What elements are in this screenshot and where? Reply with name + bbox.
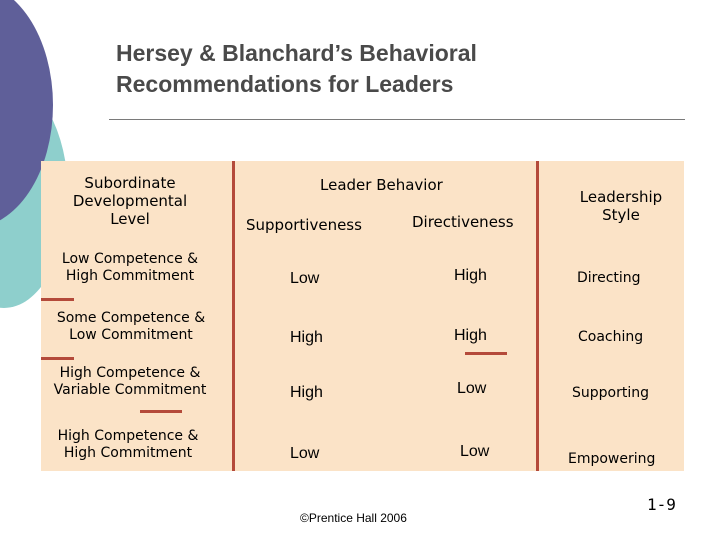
header-style-line-1: Leadership	[579, 188, 663, 206]
table-row-1-level	[52, 251, 208, 285]
row-1-supportiveness: Low	[290, 270, 320, 287]
slide-title-line-1: Hersey & Blanchard’s Behavioral	[116, 40, 477, 66]
header-directiveness: Directiveness	[412, 213, 514, 231]
header-leadership-style	[568, 188, 674, 224]
header-supportiveness: Supportiveness	[246, 216, 362, 234]
column-divider-left	[232, 161, 235, 471]
slide-title-line-2: Recommendations for Leaders	[116, 71, 454, 97]
table-row-3-level	[46, 365, 214, 399]
row-3-directiveness: Low	[457, 380, 487, 397]
row-1-level-line-1: Low Competence &	[61, 251, 199, 267]
table-row-4-level	[48, 428, 208, 462]
slide-title	[116, 38, 676, 100]
row-4-style: Empowering	[568, 451, 656, 467]
header-style-line-2: Style	[602, 206, 640, 224]
header-subordinate-line-2: Developmental	[72, 192, 188, 210]
row-accent-1	[41, 298, 74, 301]
row-3-level-line-1: High Competence &	[59, 365, 201, 381]
row-4-level-line-1: High Competence &	[57, 428, 199, 444]
header-subordinate-level	[64, 174, 196, 228]
row-3-level-line-2: Variable Commitment	[53, 382, 207, 398]
row-3-style: Supporting	[572, 385, 649, 401]
row-1-level-line-2: High Commitment	[65, 268, 195, 284]
table-row-2-level	[50, 310, 212, 344]
row-2-supportiveness: High	[290, 329, 323, 346]
row-1-directiveness: High	[454, 267, 487, 284]
row-4-directiveness: Low	[460, 443, 490, 460]
slide-number: 1-9	[647, 495, 676, 514]
row-accent-4	[465, 352, 507, 355]
row-4-level-line-2: High Commitment	[63, 445, 193, 461]
row-2-directiveness: High	[454, 327, 487, 344]
row-2-style: Coaching	[578, 329, 644, 345]
header-subordinate-line-1: Subordinate	[84, 174, 176, 192]
copyright-text: ©Prentice Hall 2006	[300, 511, 407, 525]
title-divider	[109, 119, 685, 120]
header-subordinate-line-3: Level	[110, 210, 150, 228]
row-2-level-line-2: Low Commitment	[69, 327, 193, 343]
row-accent-2	[41, 357, 74, 360]
row-accent-3	[140, 410, 182, 413]
header-leader-behavior: Leader Behavior	[320, 176, 443, 194]
row-2-level-line-1: Some Competence &	[56, 310, 206, 326]
row-1-style: Directing	[577, 270, 641, 286]
row-3-supportiveness: High	[290, 384, 323, 401]
column-divider-right	[536, 161, 539, 471]
row-4-supportiveness: Low	[290, 445, 320, 462]
